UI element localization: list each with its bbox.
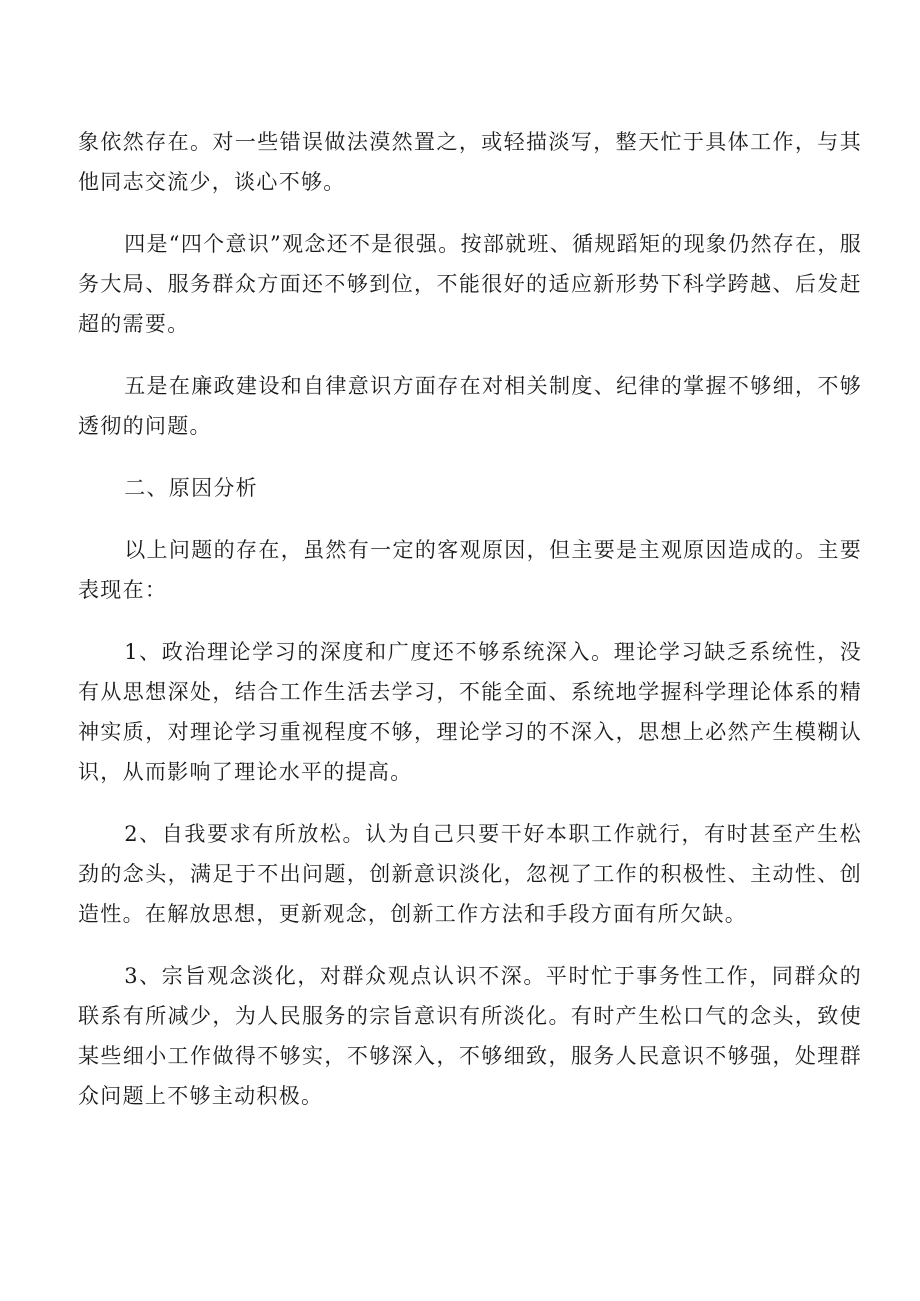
- paragraph-cause-two: 2、自我要求有所放松。认为自己只要干好本职工作就行，有时甚至产生松劲的念头，满足于不出问题，创新意识淡化，忽视了工作的积极性、主动性、创造性。在解放思想，更新观念，创新工作方法和手段方面有所欠缺。: [78, 822, 862, 926]
- paragraph-continuation: 象依然存在。对一些错误做法漠然置之，或轻描淡写，整天忙于具体工作，与其他同志交流少，谈心不够。: [78, 130, 862, 194]
- paragraph-cause-three: 3、宗旨观念淡化，对群众观点认识不深。平时忙于事务性工作，同群众的联系有所减少，为人民服务的宗旨意识有所淡化。有时产生松口气的念头，致使某些细小工作做得不够实，不够深入，不够细致，服务人民意识不够强，处理群众问题上不够主动积极。: [78, 964, 862, 1108]
- paragraph-cause-intro: 以上问题的存在，虽然有一定的客观原因，但主要是主观原因造成的。主要表现在：: [78, 538, 862, 602]
- paragraph-point-five: 五是在廉政建设和自律意识方面存在对相关制度、纪律的掌握不够细，不够透彻的问题。: [78, 374, 862, 438]
- section-heading-cause-analysis: 二、原因分析: [124, 476, 258, 500]
- paragraph-cause-one: 1、政治理论学习的深度和广度还不够系统深入。理论学习缺乏系统性，没有从思想深处，结合工作生活去学习，不能全面、系统地学握科学理论体系的精神实质，对理论学习重视程度不够，理论学习的不深入，思想上必然产生模糊认识，从而影响了理论水平的提高。: [78, 640, 862, 784]
- paragraph-point-four: 四是“四个意识”观念还不是很强。按部就班、循规蹈矩的现象仍然存在，服务大局、服务群众方面还不够到位，不能很好的适应新形势下科学跨越、后发赶超的需要。: [78, 232, 862, 336]
- document-body: [78, 122, 862, 1138]
